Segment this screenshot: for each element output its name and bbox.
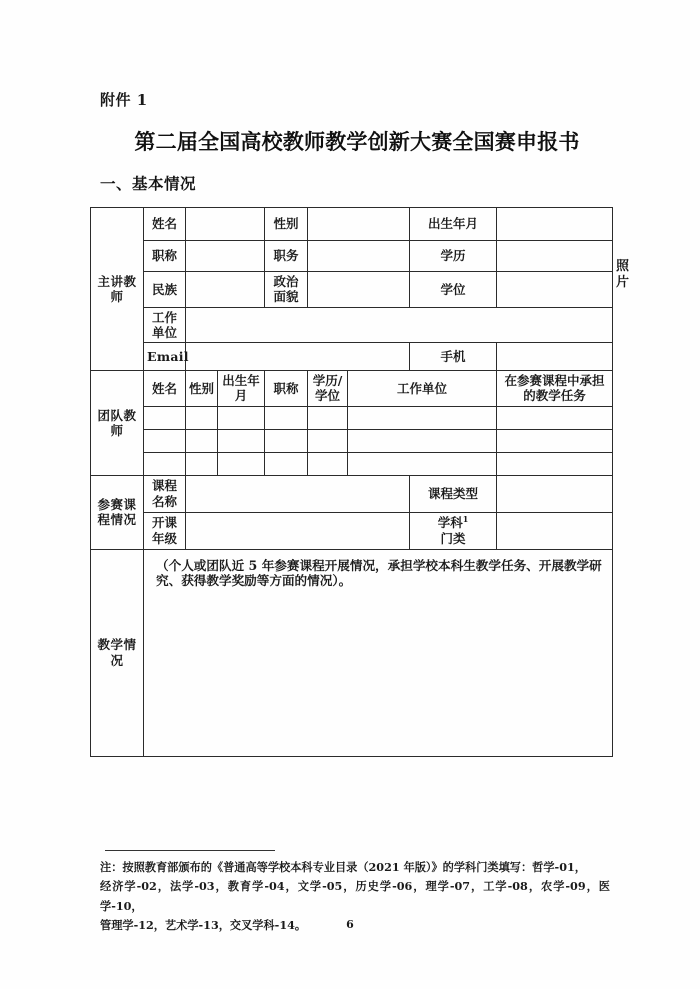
- label-name: 姓名: [144, 208, 186, 241]
- table-row: [91, 272, 613, 308]
- team-cell-education-degree[interactable]: [308, 406, 348, 429]
- label-ethnicity: 民族: [144, 272, 186, 308]
- team-cell-gender[interactable]: [186, 429, 218, 452]
- field-name[interactable]: [186, 208, 265, 241]
- field-political-status[interactable]: [308, 272, 410, 308]
- team-cell-title-rank[interactable]: [265, 429, 308, 452]
- table-row: [91, 549, 613, 756]
- table-row: [91, 452, 613, 475]
- team-cell-birth-date[interactable]: [218, 406, 265, 429]
- field-position[interactable]: [308, 241, 410, 272]
- team-cell-education-degree[interactable]: [308, 429, 348, 452]
- table-row: [91, 406, 613, 429]
- label-title-rank: 职称: [144, 241, 186, 272]
- column-header-name: 姓名: [144, 371, 186, 407]
- column-header-birth-date: 出生年月: [218, 371, 265, 407]
- group-label-course-info: 参赛课程情况: [91, 475, 144, 549]
- column-header-education-degree: 学历/学位: [308, 371, 348, 407]
- team-cell-education-degree[interactable]: [308, 452, 348, 475]
- team-cell-title-rank[interactable]: [265, 406, 308, 429]
- group-label-teaching-info: 教学情况: [91, 549, 144, 756]
- footnote-marker: 1: [462, 514, 469, 525]
- attachment-label: 附件 1: [100, 91, 148, 109]
- team-cell-teaching-task[interactable]: [497, 429, 613, 452]
- team-cell-work-unit[interactable]: [348, 429, 497, 452]
- label-discipline-category: [410, 512, 497, 549]
- field-gender[interactable]: [308, 208, 410, 241]
- table-row: [91, 475, 613, 512]
- team-cell-title-rank[interactable]: [265, 452, 308, 475]
- team-cell-birth-date[interactable]: [218, 429, 265, 452]
- field-degree[interactable]: [497, 272, 613, 308]
- table-row: [91, 429, 613, 452]
- table-row: [91, 512, 613, 549]
- field-course-grade[interactable]: [186, 512, 410, 549]
- label-work-unit: 工作单位: [144, 307, 186, 343]
- label-birth-date: 出生年月: [410, 208, 497, 241]
- discipline-label-tail: 门类: [440, 530, 466, 546]
- label-course-type: 课程类型: [410, 475, 497, 512]
- label-education: 学历: [410, 241, 497, 272]
- table-row: [91, 241, 613, 272]
- label-mobile: 手机: [410, 343, 497, 371]
- column-header-title-rank: 职称: [265, 371, 308, 407]
- field-email[interactable]: [186, 343, 410, 371]
- field-teaching-info[interactable]: （个人或团队近 5 年参赛课程开展情况，承担学校本科生教学任务、开展教学研究、获得教学奖励等方面的情况）。: [144, 549, 613, 756]
- page-number: 6: [346, 918, 354, 931]
- table-row-header: [91, 371, 613, 407]
- label-course-grade: 开课年级: [144, 512, 186, 549]
- team-cell-gender[interactable]: [186, 406, 218, 429]
- team-cell-name[interactable]: [144, 429, 186, 452]
- footnote-line-1: 注：按照教育部颁布的《普通高等学校本科专业目录（2021 年版）》的学科门类填写：哲学-01，: [100, 860, 586, 874]
- section-heading-basic-info: 一、基本情况: [100, 174, 197, 193]
- table-row: [91, 343, 613, 371]
- team-cell-teaching-task[interactable]: [497, 452, 613, 475]
- group-label-team-teachers: 团队教师: [91, 371, 144, 476]
- field-discipline-category[interactable]: [497, 512, 613, 549]
- team-cell-teaching-task[interactable]: [497, 406, 613, 429]
- label-gender: 性别: [265, 208, 308, 241]
- label-degree: 学位: [410, 272, 497, 308]
- column-header-teaching-task: 在参赛课程中承担的教学任务: [497, 371, 613, 407]
- group-label-main-teacher: 主讲教师: [91, 208, 144, 371]
- team-cell-work-unit[interactable]: [348, 452, 497, 475]
- team-cell-name[interactable]: [144, 452, 186, 475]
- field-work-unit[interactable]: [186, 307, 613, 343]
- field-course-name[interactable]: [186, 475, 410, 512]
- team-cell-name[interactable]: [144, 406, 186, 429]
- column-header-work-unit: 工作单位: [348, 371, 497, 407]
- label-political-status: 政治面貌: [265, 272, 308, 308]
- team-cell-gender[interactable]: [186, 452, 218, 475]
- label-email: Email: [144, 343, 186, 371]
- team-cell-birth-date[interactable]: [218, 452, 265, 475]
- field-course-type[interactable]: [497, 475, 613, 512]
- column-header-gender: 性别: [186, 371, 218, 407]
- label-course-name: 课程名称: [144, 475, 186, 512]
- table-row: [91, 307, 613, 343]
- footnote-line-3: 管理学-12，艺术学-13，交叉学科-14。: [100, 917, 307, 932]
- team-cell-work-unit[interactable]: [348, 406, 497, 429]
- footnote-separator: [105, 850, 275, 851]
- application-form-table: [90, 207, 631, 757]
- field-title-rank[interactable]: [186, 241, 265, 272]
- field-education[interactable]: [497, 241, 613, 272]
- table-row: 主讲教师 姓名 性别 出生年月 照片: [91, 208, 613, 241]
- field-ethnicity[interactable]: [186, 272, 265, 308]
- page-title: 第二届全国高校教师教学创新大赛全国赛申报书: [134, 129, 580, 154]
- footnote-line-2: 经济学-02，法学-03，教育学-04，文学-05，历史学-06，理学-07，工学-08，农学-09，医学-10，: [100, 879, 610, 913]
- field-birth-date[interactable]: [497, 208, 613, 241]
- discipline-label-main: 学科: [437, 515, 463, 531]
- label-position: 职务: [265, 241, 308, 272]
- field-mobile[interactable]: [497, 343, 613, 371]
